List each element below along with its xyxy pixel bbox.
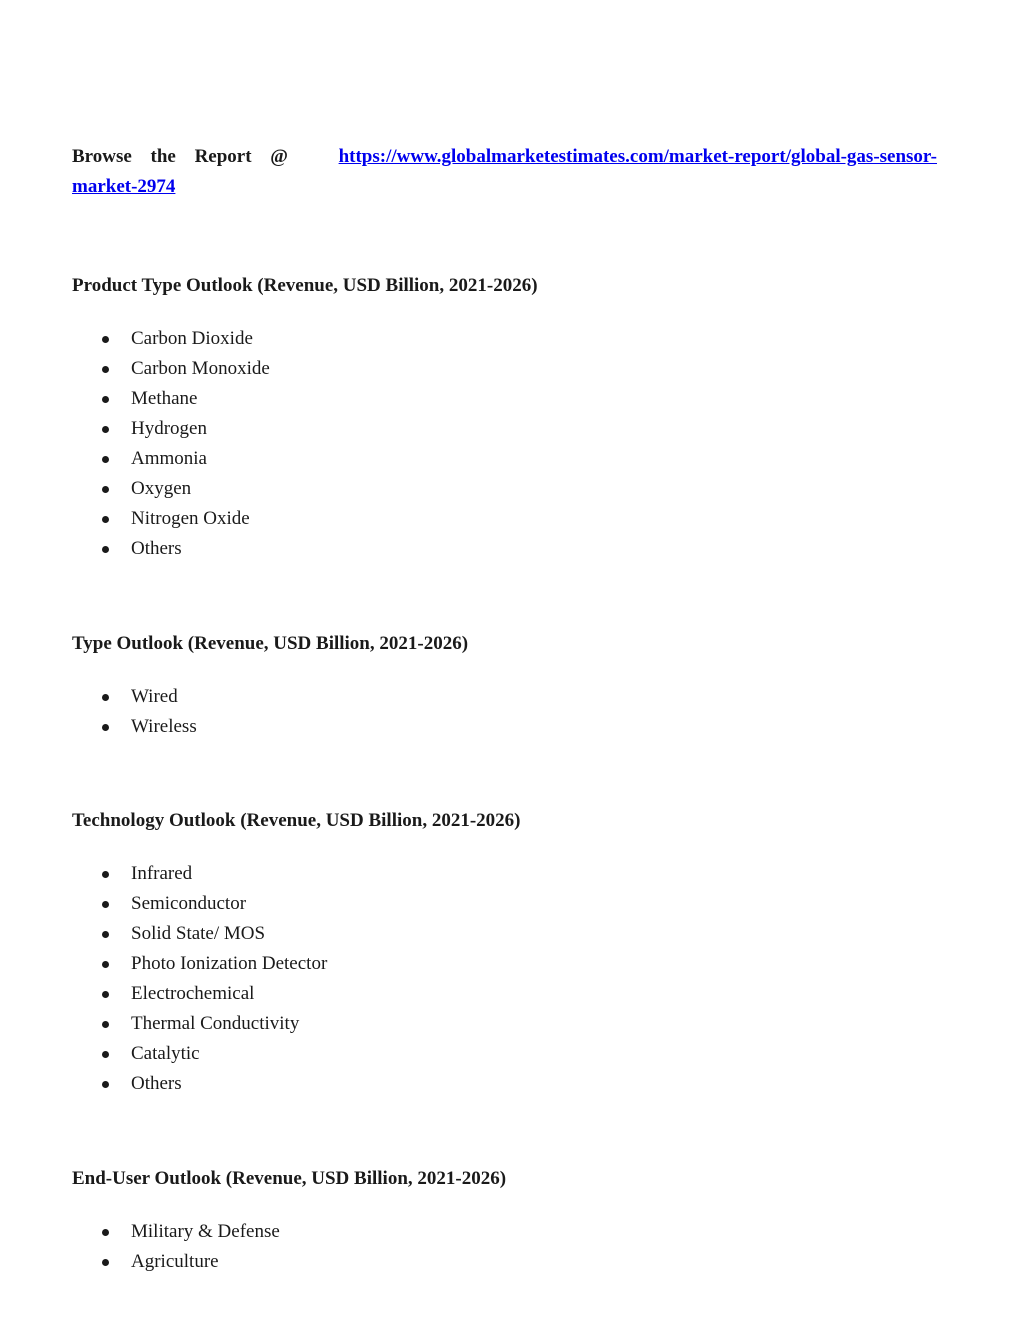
list-item-label: Semiconductor	[131, 893, 247, 914]
list-item-label: Wireless	[131, 716, 197, 737]
technology-list	[72, 859, 327, 1099]
list-item	[72, 444, 270, 474]
list-item	[72, 889, 327, 919]
bullet-icon	[102, 961, 109, 968]
list-item	[72, 414, 270, 444]
list-item-label: Hydrogen	[131, 418, 207, 439]
bullet-icon	[102, 1229, 109, 1236]
list-item	[72, 1217, 280, 1247]
bullet-icon	[102, 871, 109, 878]
report-link[interactable]: https://www.globalmarketestimates.com/market-report/global-gas-sensor-	[338, 146, 937, 167]
bullet-icon	[102, 396, 109, 403]
browse-word: @	[270, 146, 288, 167]
bullet-icon	[102, 516, 109, 523]
browse-word: Report	[194, 146, 252, 167]
list-item	[72, 919, 327, 949]
list-item	[72, 324, 270, 354]
bullet-icon	[102, 931, 109, 938]
type-list	[72, 682, 197, 742]
bullet-icon	[102, 1081, 109, 1088]
list-item-label: Agriculture	[131, 1251, 219, 1272]
bullet-icon	[102, 546, 109, 553]
list-item	[72, 712, 197, 742]
bullet-icon	[102, 1051, 109, 1058]
list-item	[72, 1247, 280, 1277]
list-item-label: Infrared	[131, 863, 193, 884]
bullet-icon	[102, 1021, 109, 1028]
bullet-icon	[102, 456, 109, 463]
list-item	[72, 1009, 327, 1039]
list-item-label: Ammonia	[131, 448, 207, 469]
browse-word: Browse	[72, 146, 132, 167]
end-user-list	[72, 1217, 280, 1277]
list-item	[72, 504, 270, 534]
list-item-label: Photo Ionization Detector	[131, 953, 328, 974]
list-item-label: Carbon Dioxide	[131, 328, 253, 349]
list-item	[72, 354, 270, 384]
browse-report-paragraph	[72, 142, 937, 202]
list-item	[72, 949, 327, 979]
list-item-label: Others	[131, 538, 182, 559]
list-item	[72, 474, 270, 504]
bullet-icon	[102, 991, 109, 998]
section-heading-technology: Technology Outlook (Revenue, USD Billion, 2021-2026)	[72, 810, 521, 831]
product-type-list	[72, 324, 270, 564]
browse-word: the	[150, 146, 176, 167]
list-item-label: Catalytic	[131, 1043, 200, 1064]
list-item-label: Nitrogen Oxide	[131, 508, 250, 529]
list-item-label: Carbon Monoxide	[131, 358, 270, 379]
list-item	[72, 1039, 327, 1069]
report-link-continued[interactable]: market-2974	[72, 176, 176, 197]
bullet-icon	[102, 724, 109, 731]
list-item	[72, 859, 327, 889]
list-item	[72, 534, 270, 564]
list-item-label: Thermal Conductivity	[131, 1013, 300, 1034]
list-item	[72, 979, 327, 1009]
bullet-icon	[102, 486, 109, 493]
section-heading-type: Type Outlook (Revenue, USD Billion, 2021-2026)	[72, 633, 469, 654]
list-item-label: Methane	[131, 388, 198, 409]
list-item-label: Military & Defense	[131, 1221, 280, 1242]
list-item	[72, 384, 270, 414]
section-heading-product-type: Product Type Outlook (Revenue, USD Billion, 2021-2026)	[72, 275, 538, 296]
bullet-icon	[102, 694, 109, 701]
list-item	[72, 1069, 327, 1099]
list-item-label: Solid State/ MOS	[131, 923, 266, 944]
bullet-icon	[102, 1259, 109, 1266]
list-item-label: Others	[131, 1073, 182, 1094]
list-item-label: Wired	[131, 686, 178, 707]
bullet-icon	[102, 426, 109, 433]
bullet-icon	[102, 336, 109, 343]
section-heading-end-user: End-User Outlook (Revenue, USD Billion, 2021-2026)	[72, 1168, 507, 1189]
list-item-label: Oxygen	[131, 478, 192, 499]
browse-report-lead	[72, 142, 288, 172]
list-item-label: Electrochemical	[131, 983, 255, 1004]
bullet-icon	[102, 366, 109, 373]
list-item	[72, 682, 197, 712]
bullet-icon	[102, 901, 109, 908]
